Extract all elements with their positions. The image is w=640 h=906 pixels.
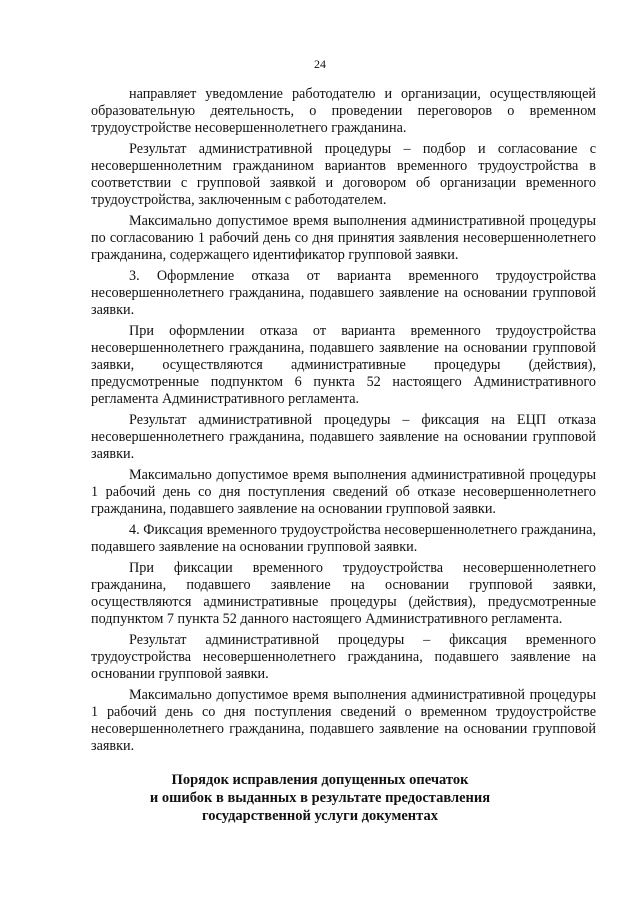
paragraph-4: 3. Оформление отказа от варианта временного трудоустройства несовершеннолетнего гражданина, подавшего заявление на основании групповой заявки. xyxy=(91,268,596,318)
paragraph-3: Максимально допустимое время выполнения административной процедуры по согласованию 1 рабочий день со дня принятия заявления несовершеннолетнего гражданина, содержащего идентификатор групповой заявки. xyxy=(91,213,596,263)
heading-line-1: Порядок исправления допущенных опечаток xyxy=(171,772,469,788)
paragraph-6: Результат административной процедуры – фиксация на ЕЦП отказа несовершеннолетнего гражданина, подавшего заявление на основании групповой заявки. xyxy=(91,412,596,462)
paragraph-9: При фиксации временного трудоустройства несовершеннолетнего гражданина, подавшего заявление на основании групповой заявки, осуществляются административные процедуры (действия), предусмотренные подпунктом 7 пункта 52 данного настоящего Административного регламента. xyxy=(91,560,596,627)
heading-line-3: государственной услуги документах xyxy=(202,808,438,824)
paragraph-11: Максимально допустимое время выполнения административной процедуры 1 рабочий день со дня поступления сведений о временном трудоустройстве несовершеннолетнего гражданина, подавшего заявление на основании групповой заявки. xyxy=(91,687,596,754)
paragraph-8: 4. Фиксация временного трудоустройства несовершеннолетнего гражданина, подавшего заявление на основании групповой заявки. xyxy=(91,522,596,555)
paragraph-5: При оформлении отказа от варианта временного трудоустройства несовершеннолетнего гражданина, подавшего заявление на основании групповой заявки, осуществляются административные процедуры (действия), предусмотренные подпунктом 6 пункта 52 настоящего Административного регламента Административного регламента. xyxy=(91,323,596,407)
paragraph-1: направляет уведомление работодателю и организации, осуществляющей образовательную деятельность, о проведении переговоров о временном трудоустройстве несовершеннолетнего гражданина. xyxy=(91,86,596,136)
page-number: 24 xyxy=(314,57,326,71)
paragraph-10: Результат административной процедуры – фиксация временного трудоустройства несовершеннолетнего гражданина, подавшего заявление на основании групповой заявки. xyxy=(91,632,596,682)
section-heading xyxy=(0,771,640,825)
body-text xyxy=(91,86,596,759)
paragraph-7: Максимально допустимое время выполнения административной процедуры 1 рабочий день со дня поступления сведений об отказе несовершеннолетнего гражданина, подавшего заявление на основании групповой заявки. xyxy=(91,467,596,517)
heading-line-2: и ошибок в выданных в результате предоставления xyxy=(149,790,491,806)
paragraph-2: Результат административной процедуры – подбор и согласование с несовершеннолетним гражданином вариантов временного трудоустройства в соответствии с групповой заявкой и договором об организации временного трудоустройства, заключенным с работодателем. xyxy=(91,141,596,208)
